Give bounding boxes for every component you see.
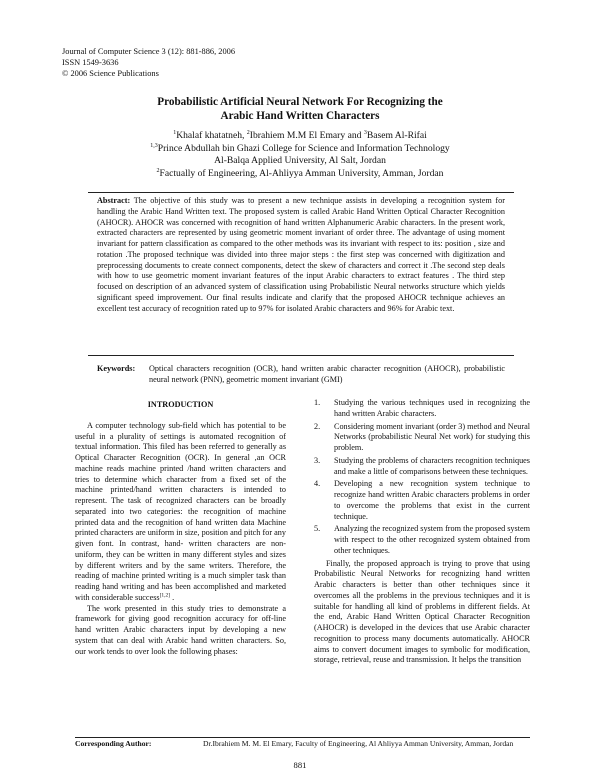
- keywords-text: Optical characters recognition (OCR), hand written arabic character recognition (AHOCR), probabilistic neural network (PNN), geometric moment invariant (GMI): [149, 364, 505, 384]
- author-sup-2: 2: [246, 129, 250, 136]
- author-names: [90, 130, 510, 143]
- keywords-label: Keywords:: [97, 364, 136, 373]
- list-number: 5.: [314, 524, 321, 534]
- journal-header: [62, 46, 235, 79]
- affiliation-1-sup: 1,3: [150, 142, 158, 149]
- corresponding-author: [75, 739, 530, 749]
- author-block: [90, 130, 510, 180]
- corresponding-author-label: Corresponding Author:: [75, 739, 152, 748]
- list-item: [314, 524, 530, 556]
- author-sup-3: 3: [363, 129, 367, 136]
- list-text: Studying the various techniques used in recognizing the hand written Arabic characters.: [334, 398, 530, 418]
- title-line-1: Probabilistic Artificial Neural Network For Recognizing the: [157, 96, 443, 108]
- list-text: Analyzing the recognized system from the proposed system with respect to the other recognized system obtained from other techniques.: [334, 524, 530, 555]
- author-1: Khalaf khatatneh,: [176, 130, 247, 141]
- list-number: 4.: [314, 479, 321, 489]
- right-column-paragraph: Finally, the proposed approach is trying to prove that using Probabilistic Neural Networks for recognizing hand written Arabic characters is better than other techniques since it overcomes all the problems in the previous techniques and it is suitable for handling all kind of problems in different fields. At the end, Arabic Hand Written Optical Character Recognition (AHOCR) is developed in the devices that use Arabic character recognition to process many documents automatically. AHOCR aims to convert document images to symbolic for modification, storage, retrieval, reuse and transmission. It helps the transition: [314, 558, 530, 665]
- right-column: [314, 398, 530, 666]
- list-item: [314, 479, 530, 522]
- corresponding-author-text: Dr.Ibrahiem M. M. El Emary, Faculty of Engineering, Al Ahliyya Amman University, Amman, Jordan: [203, 739, 514, 748]
- intro-paragraph-1-text: A computer technology sub-field which has potential to be useful in a plurality of settings is automated recognition of textual information. This filed has been referred to generally as Optical Character Recognition (OCR). In general ,an OCR machine reads machine printed /hand written characters and tries to determine which character from a fixed set of the machine printed/hand written characters is intended to represent. The task of recognized characters can be broadly separated into two categories: the recognition of machine printed data and the recognition of hand written data Machine printed characters are uniform in size, position and pitch for any given font. In contrast, hand- written characters are non-uniform, they can be written in many different styles and sizes by different writers and by the same writers. Therefore, the reading of machine printed writing is a much simpler task than reading hand writing and has been accomplished and marketed with considerable success: [75, 420, 286, 602]
- intro-paragraph-1-end: .: [170, 592, 175, 602]
- citation-ref: [1,2]: [159, 592, 171, 599]
- list-number: 1.: [314, 398, 321, 407]
- list-item: [314, 456, 530, 478]
- abstract-label: Abstract:: [97, 196, 131, 205]
- list-item: [314, 398, 530, 420]
- issn: ISSN 1549-3636: [62, 58, 119, 67]
- footer-rule: [75, 737, 530, 738]
- affiliation-1: [90, 143, 510, 156]
- author-3: Basem Al-Rifai: [366, 130, 427, 141]
- intro-paragraph-2: The work presented in this study tries to demonstrate a framework for giving good recognition accuracy for off-line hand written Arabic characters input by developing a new system that can deal with Arabic hand written characters. So, our work tends to over look the following phases:: [75, 603, 286, 656]
- author-2: Ibrahiem M.M El Emary and: [249, 130, 364, 141]
- copyright: © 2006 Science Publications: [62, 69, 159, 78]
- section-heading-introduction: INTRODUCTION: [147, 400, 214, 409]
- list-text: Considering moment invariant (order 3) method and Neural Networks (probabilistic Neural Net work) for studying this problem.: [334, 421, 530, 452]
- abstract-text: The objective of this study was to present a new technique assists in developing a recognition system for handling the Arabic Hand Written text. The proposed system is called Arabic Hand Written Optical Character Recognition (AHOCR). AHOCR was concerned with recognition of hand written Alphanumeric Arabic characters. In the present work, extracted characters are represented by using geometric moment invariant of order three. The advantage of using moment invariant for pattern classification as compared to the other methods was its invariant with respect to its: position , size and rotation .The proposed technique was divided into three major steps : the first step was concerned with digitization and preprocessing documents to create connect components, detect the skew of characters and correct it .The second step deals with how to use geometric moment invariant features of the input Arabic characters to extract features . The third step focused on description of an advanced system of classification using Probabilistic Neural networks structure which yields significant speed improvement. Our final results indicate and clarify that the proposed AHOCR technique achieves an excellent test accuracy of recognition rated up to 97% for isolated Arabic characters and 96% for Arabic text.: [97, 196, 505, 313]
- list-item: [314, 422, 530, 454]
- title-line-2: Arabic Hand Written Characters: [220, 110, 380, 122]
- author-sup-1: 1: [173, 129, 177, 136]
- affiliation-2: [90, 168, 510, 181]
- affiliation-1-text: Prince Abdullah bin Ghazi College for Science and Information Technology: [157, 142, 450, 154]
- affiliation-2-sup: 2: [156, 167, 160, 174]
- keywords: [97, 364, 505, 386]
- list-text: Studying the problems of characters recognition techniques and make a little of comparisons between these techniques.: [334, 455, 530, 476]
- affiliation-1-line-2: Al-Balqa Applied University, Al Salt, Jordan: [214, 155, 386, 166]
- left-column: [75, 398, 286, 657]
- list-text: Developing a new recognition system technique to recognize hand written Arabic characters problems in order to overcome the problems that exist in the current technique.: [334, 479, 530, 521]
- intro-paragraph-1: [75, 421, 286, 604]
- journal-citation: Journal of Computer Science 3 (12): 881-886, 2006: [62, 47, 236, 56]
- paper-title: [90, 95, 510, 123]
- abstract: [97, 196, 505, 314]
- page-number: 881: [293, 760, 307, 770]
- phases-list: [314, 398, 530, 557]
- list-number: 2.: [314, 421, 321, 431]
- affiliation-2-text: Factually of Engineering, Al-Ahliyya Amman University, Amman, Jordan: [159, 167, 444, 179]
- list-number: 3.: [314, 455, 321, 465]
